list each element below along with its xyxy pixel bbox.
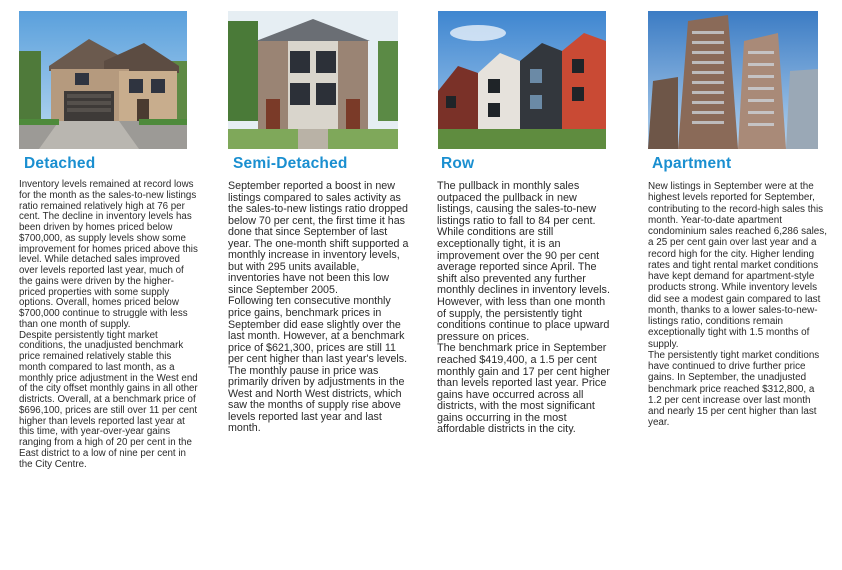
section-title: Detached <box>24 155 96 172</box>
section-body <box>648 181 828 429</box>
paragraph: The pullback in monthly sales outpaced the pullback in new listings, causing the sales-to-new listings ratio to fall to 84 per cent. While conditions are still exceptionally tight, it is an improvement over the 90 per cent average reported since April. The shift also prevented any further monthly declines in inventory levels. However, with less than one month of supply, the persistently tight conditions continue to place upward pressure on prices. <box>437 180 610 343</box>
paragraph: September reported a boost in new listings compared to sales activity as the sales-to-new listings ratio dropped below 70 per cent, the first time it has done that since September of last year. The one-month shift supported a monthly increase in inventory levels, but with 295 units available, inventories have not been this low since September 2005. <box>228 180 409 296</box>
section-title: Row <box>441 155 475 172</box>
paragraph: Inventory levels remained at record lows for the month as the sales-to-new listings ratio remained relatively high at 76 per cent. The decline in inventory levels has been driven by homes priced below $700,000, as supply levels show some improvement for homes priced above this level. While detached sales improved over levels reported last year, much of the gains were driven by the higher-priced properties with some supply options. Overall, homes priced below $700,000 continue to struggle with less than one month of supply. <box>19 179 198 330</box>
paragraph: The benchmark price in September reached $419,400, a 1.5 per cent monthly gain and 17 per cent higher than levels reported last year. Price gains have occurred across all districts, with the most significant gains occurring in the most affordable districts in the city. <box>437 342 611 436</box>
paragraph: New listings in September were at the highest levels reported for September, contributing to the record-high sales this month. Year-to-date apartment condominium sales reached 6,286 sales, a 25 per cent gain over last year and a record high for the city. Higher lending rates and tight rental market conditions have kept demand for apartment-style products strong. While inventory levels did see a modest gain compared to last month, thanks to a lower sales-to-new-listings ratio, conditions remain exceptionally tight with 1.5 months of supply. <box>648 181 827 350</box>
detached-house-photo <box>19 11 187 149</box>
semi-detached-house-photo <box>228 11 398 149</box>
row-townhouse-photo <box>438 11 606 149</box>
section-body <box>437 181 615 436</box>
section-body <box>228 181 410 435</box>
section-title: Apartment <box>652 155 732 172</box>
section-title: Semi-Detached <box>233 155 348 172</box>
section-body <box>19 180 199 470</box>
paragraph: Following ten consecutive monthly price gains, benchmark prices in September did ease slightly over the last month. However, at a benchmark price of $621,300, prices are still 11 per cent higher than last year's levels. The monthly pause in price was primarily driven by adjustments in the West and North West districts, which saw the months of supply rise above levels reported last year and last month. <box>228 295 408 435</box>
paragraph: The persistently tight market conditions have continued to drive further price gains. In September, the unadjusted benchmark price reached $312,800, a 1.2 per cent increase over last month and nearly 15 per cent higher than last year. <box>648 349 820 429</box>
apartment-tower-photo <box>648 11 818 149</box>
paragraph: Despite persistently tight market conditions, the unadjusted benchmark price remained relatively stable this month compared to last month, as a monthly price adjustment in the West end of the city offset monthly gains in all other districts. Overall, at a benchmark price of $696,100, prices are still over 11 per cent higher than levels reported last year at this time, with year-over-year gains ranging from a high of 20 per cent in the East district to a low of nine per cent in the City Centre. <box>19 329 198 470</box>
